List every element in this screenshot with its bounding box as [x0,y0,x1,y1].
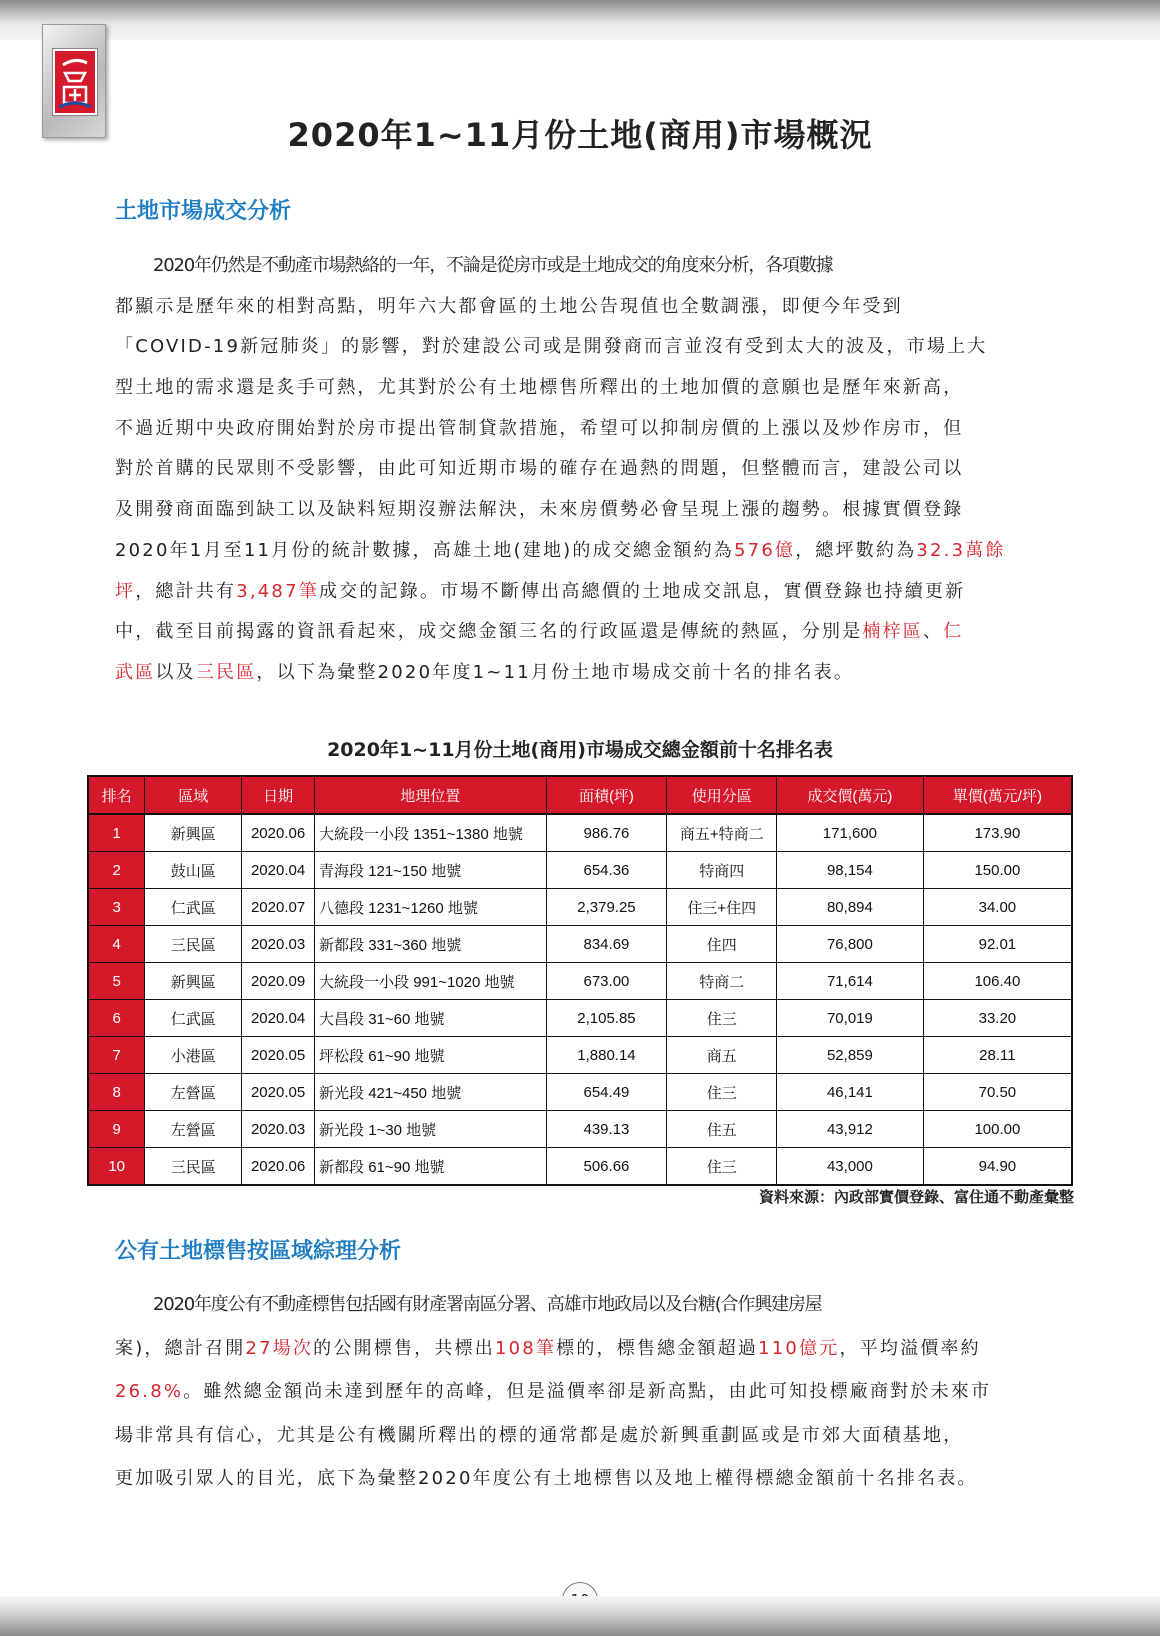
highlighted-text: 仁 [943,621,964,643]
table-cell: 2020.05 [242,1037,315,1074]
text-segment: 「COVID-19新冠肺炎」的影響，對於建設公司或是開發商而言並沒有受到太大的波及，市場上大 [115,336,988,358]
table-cell: 左營區 [145,1111,242,1148]
table-cell: 80,894 [777,889,924,926]
table-cell: 2,379.25 [546,889,667,926]
column-header: 排名 [88,776,145,814]
text-segment: ，總坪數約為 [795,539,917,561]
text-segment: 及開發商面臨到缺工以及缺料短期沒辦法解決，未來房價勢必會呈現上漲的趨勢。根據實價登錄 [115,499,964,521]
table-cell: 2,105.85 [546,1000,667,1037]
table-cell: 新光段 421~450 地號 [315,1074,547,1111]
table-cell: 2020.04 [242,1000,315,1037]
table-cell: 2 [88,852,145,889]
highlighted-text: 108筆 [494,1337,557,1359]
text-segment: 標的，標售總金額超過 [556,1337,759,1359]
top-gradient-bar [0,0,1160,40]
table-cell: 特商四 [667,852,777,889]
table-row [88,1148,1072,1186]
section-heading-public-land: 公有土地標售按區域綜理分析 [115,1239,402,1264]
public-land-paragraph [115,1283,1045,1501]
table-cell: 5 [88,963,145,1000]
paragraph-line [115,327,1045,368]
column-header: 單價(萬元/坪) [923,776,1072,814]
table-source-note: 資料來源：內政部實價登錄、富住通不動產彙整 [758,1188,1074,1206]
highlighted-text: 27場次 [245,1337,314,1359]
paragraph-line [115,409,1045,450]
text-segment: 、 [923,621,944,643]
table-cell: 商五+特商二 [667,814,777,852]
paragraph-line [115,572,1045,613]
table-cell: 住五 [667,1111,777,1148]
table-cell: 1 [88,814,145,852]
table-cell: 大統段一小段 1351~1380 地號 [315,814,547,852]
highlighted-text: 坪 [115,580,136,602]
paragraph-line [115,490,1045,531]
text-segment: 案)，總計召開 [115,1337,246,1359]
table-cell: 834.69 [546,926,667,963]
table-cell: 住三 [667,1074,777,1111]
bottom-gradient-bar [0,1596,1160,1636]
table-cell: 10 [88,1148,145,1186]
table-cell: 住三 [667,1148,777,1186]
table-cell: 986.76 [546,814,667,852]
ranking-table-header-row [88,776,1072,814]
table-cell: 新都段 331~360 地號 [315,926,547,963]
table-cell: 2020.06 [242,1148,315,1186]
table-cell: 三民區 [145,926,242,963]
table-cell: 4 [88,926,145,963]
table-cell: 特商二 [667,963,777,1000]
table-cell: 2020.03 [242,1111,315,1148]
table-cell: 鼓山區 [145,852,242,889]
highlighted-text: 武區 [115,661,156,683]
table-cell: 商五 [667,1037,777,1074]
table-row [88,1074,1072,1111]
table-cell: 71,614 [777,963,924,1000]
highlighted-text: 576億 [734,539,796,561]
text-segment: 都顯示是歷年來的相對高點，明年六大都會區的土地公告現值也全數調漲，即便今年受到 [115,295,903,317]
column-header: 成交價(萬元) [777,776,924,814]
text-segment: 的公開標售，共標出 [313,1337,495,1359]
text-segment: 不過近期中央政府開始對於房市提出管制貸款措施，希望可以抑制房價的上漲以及炒作房市，但 [115,417,964,439]
table-cell: 34.00 [923,889,1072,926]
paragraph-line [115,1283,1045,1327]
table-cell: 6 [88,1000,145,1037]
table-row [88,963,1072,1000]
text-segment: 型土地的需求還是炙手可熱，尤其對於公有土地標售所釋出的土地加價的意願也是歷年來新高， [115,377,964,399]
table-cell: 173.90 [923,814,1072,852]
table-cell: 654.49 [546,1074,667,1111]
column-header: 使用分區 [667,776,777,814]
table-cell: 106.40 [923,963,1072,1000]
table-cell: 住四 [667,926,777,963]
table-cell: 2020.07 [242,889,315,926]
paragraph-line [115,531,1045,572]
highlighted-text: 26.8% [115,1381,184,1402]
column-header: 面積(坪) [546,776,667,814]
company-logo-icon [53,49,97,115]
table-cell: 7 [88,1037,145,1074]
paragraph-line [115,1457,1045,1501]
table-cell: 八德段 1231~1260 地號 [315,889,547,926]
page-title: 2020年1~11月份土地(商用)市場概況 [287,116,873,154]
table-cell: 青海段 121~150 地號 [315,852,547,889]
paragraph-line [115,1327,1045,1371]
table-cell: 76,800 [777,926,924,963]
text-segment: 更加吸引眾人的目光，底下為彙整2020年度公有土地標售以及地上權得標總金額前十名排名表。 [115,1468,978,1489]
table-cell: 仁武區 [145,889,242,926]
text-segment: 2020年仍然是不動產市場熱絡的一年，不論是從房市或是土地成交的角度來分析，各項數據 [153,255,833,276]
table-cell: 33.20 [923,1000,1072,1037]
table-cell: 新光段 1~30 地號 [315,1111,547,1148]
table-row [88,814,1072,852]
land-market-paragraph [115,246,1045,694]
paragraph-line [115,1414,1045,1458]
table-cell: 654.36 [546,852,667,889]
highlighted-text: 3,487筆 [236,580,319,602]
table-cell: 673.00 [546,963,667,1000]
table-cell: 3 [88,889,145,926]
ranking-table [87,775,1073,1186]
paragraph-line [115,1370,1045,1414]
table-cell: 三民區 [145,1148,242,1186]
table-cell: 70,019 [777,1000,924,1037]
text-segment: ，以下為彙整2020年度1~11月份土地市場成交前十名的排名表。 [256,661,855,683]
table-cell: 大統段一小段 991~1020 地號 [315,963,547,1000]
paragraph-line [115,246,1045,287]
ranking-table-title: 2020年1~11月份土地(商用)市場成交總金額前十名排名表 [327,739,833,761]
table-cell: 2020.04 [242,852,315,889]
table-cell: 2020.05 [242,1074,315,1111]
text-segment: 對於首購的民眾則不受影響，由此可知近期市場的確存在過熱的問題，但整體而言，建設公司以 [115,458,964,480]
table-row [88,852,1072,889]
paragraph-line [115,653,1045,694]
table-row [88,889,1072,926]
text-segment: ，平均溢價率約 [839,1337,981,1359]
section-heading-land-market: 土地市場成交分析 [115,199,292,224]
text-segment: 2020年度公有不動產標售包括國有財產署南區分署、高雄市地政局以及台糖(合作興建房屋 [153,1294,822,1315]
table-cell: 94.90 [923,1148,1072,1186]
table-cell: 2020.06 [242,814,315,852]
table-cell: 2020.03 [242,926,315,963]
text-segment: 成交的記錄。市場不斷傳出高總價的土地成交訊息，實價登錄也持續更新 [318,580,966,602]
text-segment: 。雖然總金額尚未達到歷年的高峰，但是溢價率卻是新高點，由此可知投標廠商對於未來市 [183,1381,992,1402]
table-cell: 92.01 [923,926,1072,963]
table-cell: 439.13 [546,1111,667,1148]
column-header: 區域 [145,776,242,814]
text-segment: ，總計共有 [135,580,237,602]
paragraph-line [115,449,1045,490]
table-cell: 46,141 [777,1074,924,1111]
table-cell: 8 [88,1074,145,1111]
table-row [88,1111,1072,1148]
table-cell: 坪松段 61~90 地號 [315,1037,547,1074]
table-cell: 新興區 [145,963,242,1000]
table-cell: 171,600 [777,814,924,852]
text-segment: 2020年1月至11月份的統計數據，高雄土地(建地)的成交總金額約為 [115,539,735,561]
table-cell: 大昌段 31~60 地號 [315,1000,547,1037]
column-header: 日期 [242,776,315,814]
table-cell: 70.50 [923,1074,1072,1111]
highlighted-text: 110億元 [758,1337,840,1359]
table-row [88,926,1072,963]
table-cell: 28.11 [923,1037,1072,1074]
table-cell: 43,000 [777,1148,924,1186]
table-cell: 新興區 [145,814,242,852]
text-segment: 場非常具有信心，尤其是公有機關所釋出的標的通常都是處於新興重劃區或是市郊大面積基地， [115,1424,964,1446]
table-cell: 仁武區 [145,1000,242,1037]
text-segment: 以及 [155,661,196,683]
table-cell: 住三 [667,1000,777,1037]
table-cell: 98,154 [777,852,924,889]
table-cell: 150.00 [923,852,1072,889]
highlighted-text: 三民區 [195,661,257,683]
table-row [88,1037,1072,1074]
table-cell: 1,880.14 [546,1037,667,1074]
table-cell: 43,912 [777,1111,924,1148]
table-cell: 52,859 [777,1037,924,1074]
highlighted-text: 楠梓區 [862,621,924,643]
table-cell: 100.00 [923,1111,1072,1148]
paragraph-line [115,612,1045,653]
table-cell: 2020.09 [242,963,315,1000]
table-cell: 左營區 [145,1074,242,1111]
table-cell: 小港區 [145,1037,242,1074]
text-segment: 中，截至目前揭露的資訊看起來，成交總金額三名的行政區還是傳統的熱區，分別是 [115,621,863,643]
table-cell: 住三+住四 [667,889,777,926]
table-row [88,1000,1072,1037]
table-cell: 506.66 [546,1148,667,1186]
paragraph-line [115,368,1045,409]
column-header: 地理位置 [315,776,547,814]
highlighted-text: 32.3萬餘 [916,539,1006,561]
paragraph-line [115,287,1045,328]
table-cell: 新都段 61~90 地號 [315,1148,547,1186]
table-cell: 9 [88,1111,145,1148]
